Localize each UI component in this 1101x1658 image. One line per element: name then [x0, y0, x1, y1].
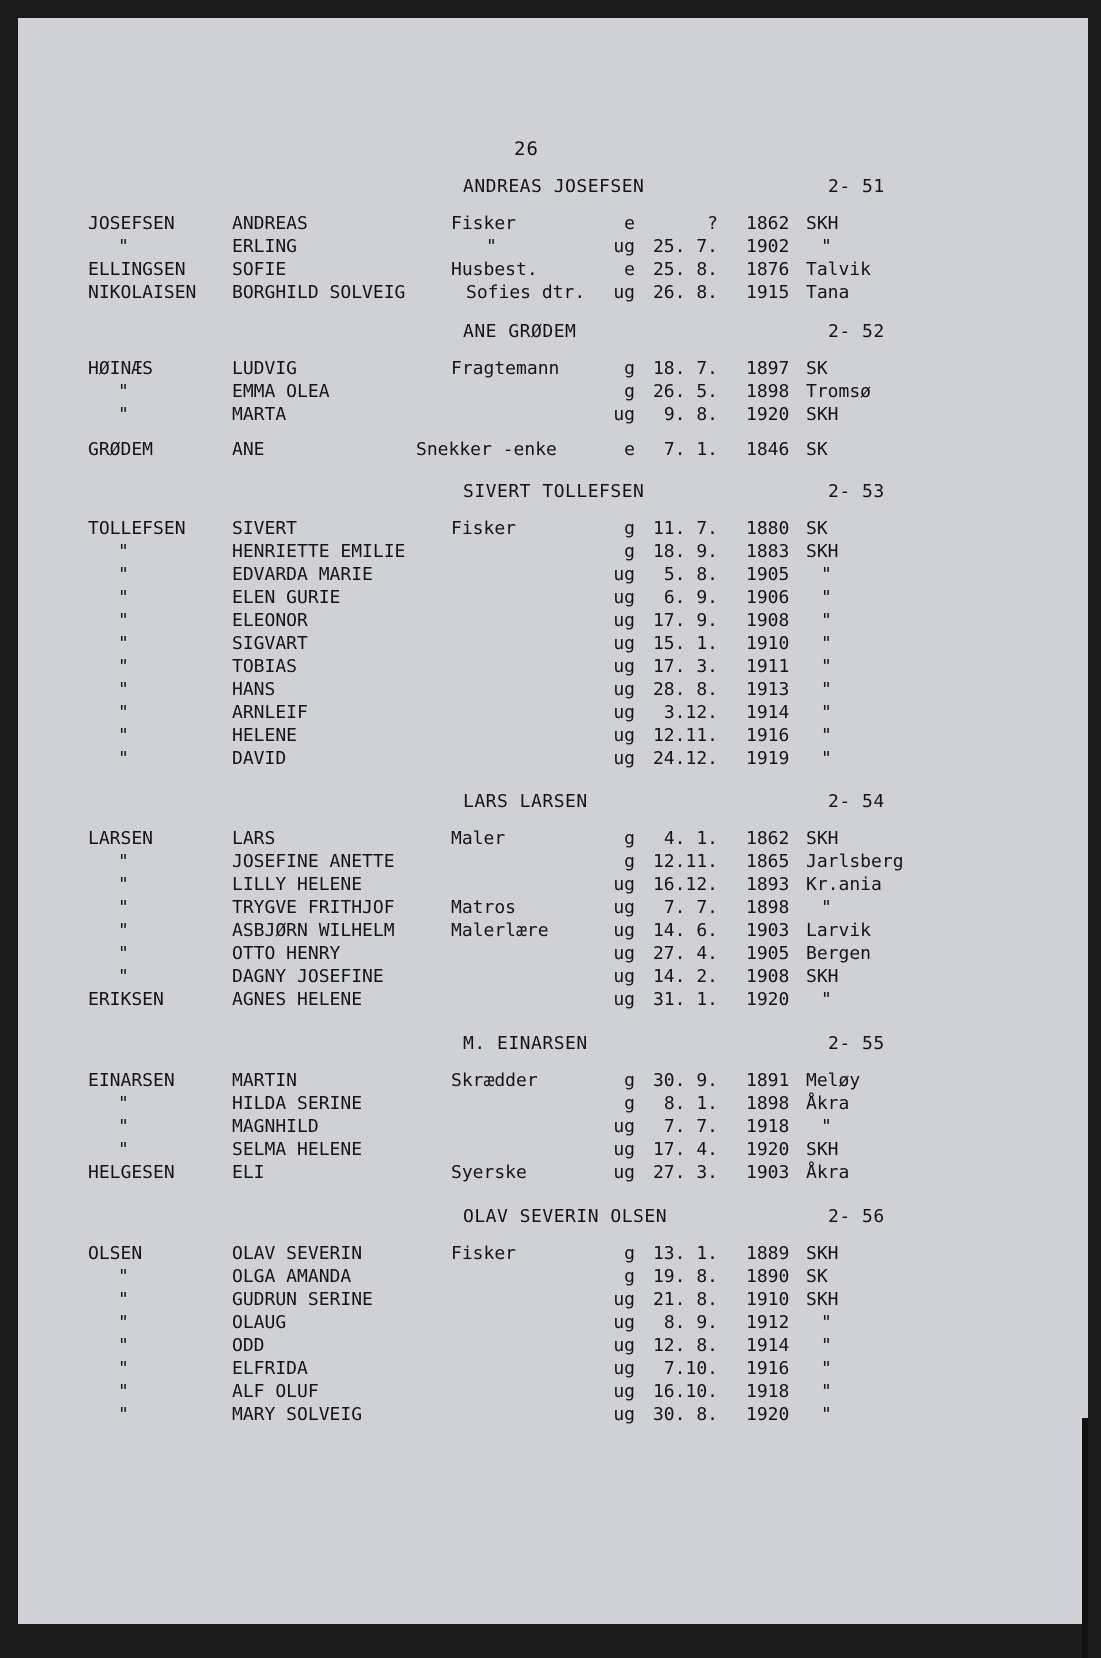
person-given-name: MARTIN: [232, 1070, 298, 1091]
household-title: ANDREAS JOSEFSEN: [463, 176, 645, 197]
marital-status: ug: [613, 404, 635, 425]
person-surname: ": [118, 1335, 129, 1356]
birth-place: Åkra: [806, 1093, 850, 1114]
birth-day-month: 18. 7.: [652, 358, 718, 379]
birth-place: SKH: [806, 1139, 839, 1160]
birth-day-month: 14. 2.: [652, 966, 718, 987]
marital-status: ug: [613, 702, 635, 723]
birth-day-month: 17. 3.: [652, 656, 718, 677]
birth-day-month: ?: [707, 213, 718, 234]
person-occupation: Matros: [451, 897, 517, 918]
marital-status: ug: [613, 610, 635, 631]
person-surname: OLSEN: [88, 1243, 143, 1264]
birth-place: ": [821, 1358, 832, 1379]
birth-place: ": [821, 897, 832, 918]
birth-year: 1918: [746, 1381, 790, 1402]
birth-place: SKH: [806, 1289, 839, 1310]
birth-place: ": [821, 679, 832, 700]
person-surname: ERIKSEN: [88, 989, 164, 1010]
marital-status: e: [624, 439, 635, 460]
birth-place: ": [821, 1312, 832, 1333]
person-given-name: EDVARDA MARIE: [232, 564, 373, 585]
birth-day-month: 7. 7.: [663, 897, 718, 918]
birth-place: Åkra: [806, 1162, 850, 1183]
birth-day-month: 31. 1.: [652, 989, 718, 1010]
birth-year: 1914: [746, 702, 790, 723]
birth-year: 1891: [746, 1070, 790, 1091]
birth-year: 1910: [746, 1289, 790, 1310]
person-surname: ": [118, 381, 129, 402]
person-surname: JOSEFSEN: [88, 213, 175, 234]
birth-place: Larvik: [806, 920, 872, 941]
person-surname: ": [118, 1358, 129, 1379]
birth-year: 1916: [746, 725, 790, 746]
birth-place: Talvik: [806, 259, 872, 280]
birth-day-month: 12.11.: [652, 851, 718, 872]
birth-day-month: 28. 8.: [652, 679, 718, 700]
birth-place: ": [821, 564, 832, 585]
person-given-name: ELEN GURIE: [232, 587, 341, 608]
birth-place: ": [821, 236, 832, 257]
birth-place: ": [821, 610, 832, 631]
person-surname: ": [118, 1404, 129, 1425]
marital-status: ug: [613, 1312, 635, 1333]
birth-year: 1915: [746, 282, 790, 303]
birth-day-month: 26. 5.: [652, 381, 718, 402]
birth-place: ": [821, 702, 832, 723]
person-given-name: HENRIETTE EMILIE: [232, 541, 406, 562]
person-surname: ": [118, 920, 129, 941]
birth-place: Tromsø: [806, 381, 872, 402]
person-occupation: Fragtemann: [451, 358, 560, 379]
birth-year: 1883: [746, 541, 790, 562]
marital-status: g: [624, 518, 635, 539]
person-surname: ": [118, 874, 129, 895]
birth-year: 1905: [746, 943, 790, 964]
birth-place: ": [821, 633, 832, 654]
document-page: [18, 18, 1088, 1624]
household-code: 2- 52: [828, 321, 885, 342]
household-code: 2- 56: [828, 1206, 885, 1227]
person-given-name: SELMA HELENE: [232, 1139, 363, 1160]
birth-day-month: 27. 4.: [652, 943, 718, 964]
person-surname: ": [118, 1312, 129, 1333]
household-title: OLAV SEVERIN OLSEN: [463, 1206, 668, 1227]
birth-year: 1905: [746, 564, 790, 585]
birth-year: 1920: [746, 1139, 790, 1160]
birth-place: ": [821, 587, 832, 608]
birth-place: SK: [806, 439, 828, 460]
birth-day-month: 21. 8.: [652, 1289, 718, 1310]
marital-status: ug: [613, 1139, 635, 1160]
person-given-name: ARNLEIF: [232, 702, 308, 723]
birth-day-month: 13. 1.: [652, 1243, 718, 1264]
birth-place: Kr.ania: [806, 874, 882, 895]
birth-day-month: 12.11.: [652, 725, 718, 746]
birth-day-month: 27. 3.: [652, 1162, 718, 1183]
marital-status: ug: [613, 966, 635, 987]
person-given-name: DAGNY JOSEFINE: [232, 966, 384, 987]
page-number: 26: [514, 138, 539, 160]
marital-status: g: [624, 851, 635, 872]
person-occupation: Snekker -enke: [416, 439, 557, 460]
marital-status: g: [624, 358, 635, 379]
birth-year: 1916: [746, 1358, 790, 1379]
household-title: ANE GRØDEM: [463, 321, 577, 342]
birth-year: 1914: [746, 1335, 790, 1356]
birth-year: 1902: [746, 236, 790, 257]
person-occupation: Sofies dtr.: [466, 282, 586, 303]
birth-year: 1893: [746, 874, 790, 895]
person-given-name: ODD: [232, 1335, 265, 1356]
birth-day-month: 7. 7.: [663, 1116, 718, 1137]
birth-day-month: 8. 1.: [663, 1093, 718, 1114]
birth-day-month: 30. 8.: [652, 1404, 718, 1425]
person-surname: ": [118, 851, 129, 872]
marital-status: ug: [613, 920, 635, 941]
person-surname: ": [118, 966, 129, 987]
birth-year: 1865: [746, 851, 790, 872]
person-surname: ": [118, 748, 129, 769]
birth-year: 1908: [746, 610, 790, 631]
birth-place: ": [821, 1404, 832, 1425]
birth-place: ": [821, 1381, 832, 1402]
marital-status: ug: [613, 587, 635, 608]
person-given-name: LARS: [232, 828, 276, 849]
birth-year: 1890: [746, 1266, 790, 1287]
birth-place: Jarlsberg: [806, 851, 904, 872]
person-surname: TOLLEFSEN: [88, 518, 186, 539]
birth-year: 1910: [746, 633, 790, 654]
marital-status: ug: [613, 897, 635, 918]
person-given-name: MAGNHILD: [232, 1116, 319, 1137]
birth-place: ": [821, 656, 832, 677]
birth-day-month: 24.12.: [652, 748, 718, 769]
person-given-name: GUDRUN SERINE: [232, 1289, 373, 1310]
birth-place: SK: [806, 518, 828, 539]
birth-place: Tana: [806, 282, 850, 303]
person-given-name: OLGA AMANDA: [232, 1266, 352, 1287]
birth-year: 1908: [746, 966, 790, 987]
birth-place: SKH: [806, 1243, 839, 1264]
marital-status: g: [624, 828, 635, 849]
birth-day-month: 16.12.: [652, 874, 718, 895]
birth-year: 1898: [746, 1093, 790, 1114]
birth-year: 1880: [746, 518, 790, 539]
marital-status: ug: [613, 725, 635, 746]
person-given-name: MARY SOLVEIG: [232, 1404, 363, 1425]
person-given-name: ERLING: [232, 236, 298, 257]
person-given-name: ELI: [232, 1162, 265, 1183]
person-surname: ": [118, 633, 129, 654]
marital-status: g: [624, 541, 635, 562]
household-title: SIVERT TOLLEFSEN: [463, 481, 645, 502]
birth-year: 1889: [746, 1243, 790, 1264]
birth-day-month: 19. 8.: [652, 1266, 718, 1287]
person-surname: ": [118, 943, 129, 964]
birth-place: SK: [806, 358, 828, 379]
person-surname: ": [118, 725, 129, 746]
person-given-name: EMMA OLEA: [232, 381, 330, 402]
birth-place: SKH: [806, 828, 839, 849]
birth-year: 1919: [746, 748, 790, 769]
birth-place: ": [821, 725, 832, 746]
birth-year: 1876: [746, 259, 790, 280]
birth-year: 1897: [746, 358, 790, 379]
marital-status: g: [624, 381, 635, 402]
person-given-name: SIVERT: [232, 518, 298, 539]
person-surname: ": [118, 404, 129, 425]
person-occupation: Fisker: [451, 518, 517, 539]
person-surname: ": [118, 1289, 129, 1310]
marital-status: ug: [613, 656, 635, 677]
person-given-name: ELEONOR: [232, 610, 308, 631]
birth-place: SK: [806, 1266, 828, 1287]
person-surname: ELLINGSEN: [88, 259, 186, 280]
birth-place: SKH: [806, 213, 839, 234]
birth-year: 1898: [746, 897, 790, 918]
person-given-name: BORGHILD SOLVEIG: [232, 282, 406, 303]
person-given-name: ALF OLUF: [232, 1381, 319, 1402]
person-surname: ": [118, 1116, 129, 1137]
person-given-name: OLAV SEVERIN: [232, 1243, 363, 1264]
person-occupation: Syerske: [451, 1162, 527, 1183]
birth-day-month: 3.12.: [663, 702, 718, 723]
marital-status: ug: [613, 1358, 635, 1379]
birth-year: 1903: [746, 1162, 790, 1183]
person-surname: ": [118, 610, 129, 631]
marital-status: g: [624, 1093, 635, 1114]
person-occupation: Fisker: [451, 213, 517, 234]
person-occupation: Maler: [451, 828, 506, 849]
birth-day-month: 12. 8.: [652, 1335, 718, 1356]
birth-year: 1862: [746, 828, 790, 849]
person-surname: ": [118, 541, 129, 562]
person-surname: HØINÆS: [88, 358, 154, 379]
birth-year: 1906: [746, 587, 790, 608]
person-given-name: ANE: [232, 439, 265, 460]
person-occupation: Skrædder: [451, 1070, 538, 1091]
marital-status: g: [624, 1243, 635, 1264]
person-surname: EINARSEN: [88, 1070, 175, 1091]
marital-status: ug: [613, 564, 635, 585]
marital-status: ug: [613, 633, 635, 654]
person-surname: ": [118, 702, 129, 723]
birth-place: ": [821, 748, 832, 769]
marital-status: ug: [613, 1381, 635, 1402]
birth-year: 1846: [746, 439, 790, 460]
person-given-name: HILDA SERINE: [232, 1093, 363, 1114]
person-given-name: AGNES HELENE: [232, 989, 363, 1010]
household-code: 2- 51: [828, 176, 885, 197]
birth-day-month: 25. 7.: [652, 236, 718, 257]
person-given-name: SIGVART: [232, 633, 308, 654]
birth-year: 1918: [746, 1116, 790, 1137]
marital-status: ug: [613, 679, 635, 700]
household-code: 2- 55: [828, 1033, 885, 1054]
birth-day-month: 9. 8.: [663, 404, 718, 425]
marital-status: ug: [613, 943, 635, 964]
person-occupation: ": [486, 236, 497, 257]
person-given-name: DAVID: [232, 748, 287, 769]
person-given-name: MARTA: [232, 404, 287, 425]
person-surname: ": [118, 564, 129, 585]
person-given-name: OTTO HENRY: [232, 943, 341, 964]
person-surname: ": [118, 1381, 129, 1402]
birth-year: 1903: [746, 920, 790, 941]
person-surname: ": [118, 1139, 129, 1160]
person-surname: GRØDEM: [88, 439, 154, 460]
marital-status: ug: [613, 1162, 635, 1183]
person-surname: ": [118, 236, 129, 257]
birth-place: ": [821, 1116, 832, 1137]
birth-day-month: 6. 9.: [663, 587, 718, 608]
person-given-name: ASBJØRN WILHELM: [232, 920, 395, 941]
marital-status: g: [624, 1070, 635, 1091]
birth-day-month: 26. 8.: [652, 282, 718, 303]
birth-year: 1920: [746, 404, 790, 425]
person-surname: ": [118, 656, 129, 677]
birth-day-month: 30. 9.: [652, 1070, 718, 1091]
marital-status: ug: [613, 989, 635, 1010]
person-given-name: JOSEFINE ANETTE: [232, 851, 395, 872]
scan-edge-mark: [1082, 1418, 1088, 1658]
person-occupation: Malerlære: [451, 920, 549, 941]
person-surname: ": [118, 1266, 129, 1287]
birth-place: Bergen: [806, 943, 872, 964]
birth-year: 1912: [746, 1312, 790, 1333]
person-surname: NIKOLAISEN: [88, 282, 197, 303]
birth-year: 1862: [746, 213, 790, 234]
birth-day-month: 14. 6.: [652, 920, 718, 941]
person-given-name: HANS: [232, 679, 276, 700]
birth-day-month: 17. 4.: [652, 1139, 718, 1160]
birth-day-month: 25. 8.: [652, 259, 718, 280]
birth-day-month: 11. 7.: [652, 518, 718, 539]
birth-day-month: 7.10.: [663, 1358, 718, 1379]
person-surname: ": [118, 897, 129, 918]
birth-place: SKH: [806, 966, 839, 987]
birth-year: 1911: [746, 656, 790, 677]
person-given-name: SOFIE: [232, 259, 287, 280]
birth-day-month: 17. 9.: [652, 610, 718, 631]
person-given-name: OLAUG: [232, 1312, 287, 1333]
person-given-name: TRYGVE FRITHJOF: [232, 897, 395, 918]
person-given-name: ELFRIDA: [232, 1358, 308, 1379]
birth-day-month: 7. 1.: [663, 439, 718, 460]
person-given-name: TOBIAS: [232, 656, 298, 677]
birth-day-month: 15. 1.: [652, 633, 718, 654]
marital-status: ug: [613, 1116, 635, 1137]
birth-place: SKH: [806, 404, 839, 425]
birth-day-month: 8. 9.: [663, 1312, 718, 1333]
marital-status: ug: [613, 874, 635, 895]
birth-day-month: 16.10.: [652, 1381, 718, 1402]
person-surname: LARSEN: [88, 828, 154, 849]
birth-year: 1913: [746, 679, 790, 700]
birth-day-month: 4. 1.: [663, 828, 718, 849]
birth-place: Meløy: [806, 1070, 861, 1091]
marital-status: ug: [613, 748, 635, 769]
household-title: M. EINARSEN: [463, 1033, 588, 1054]
birth-year: 1898: [746, 381, 790, 402]
person-occupation: Fisker: [451, 1243, 517, 1264]
birth-year: 1920: [746, 989, 790, 1010]
person-surname: ": [118, 1093, 129, 1114]
person-surname: ": [118, 587, 129, 608]
household-title: LARS LARSEN: [463, 791, 588, 812]
birth-place: ": [821, 1335, 832, 1356]
household-code: 2- 53: [828, 481, 885, 502]
person-surname: ": [118, 679, 129, 700]
person-given-name: ANDREAS: [232, 213, 308, 234]
person-given-name: LUDVIG: [232, 358, 298, 379]
household-code: 2- 54: [828, 791, 885, 812]
birth-place: ": [821, 989, 832, 1010]
person-surname: HELGESEN: [88, 1162, 175, 1183]
marital-status: ug: [613, 282, 635, 303]
birth-place: SKH: [806, 541, 839, 562]
marital-status: e: [624, 213, 635, 234]
marital-status: ug: [613, 1289, 635, 1310]
marital-status: ug: [613, 1335, 635, 1356]
person-given-name: HELENE: [232, 725, 298, 746]
person-occupation: Husbest.: [451, 259, 538, 280]
marital-status: g: [624, 1266, 635, 1287]
birth-year: 1920: [746, 1404, 790, 1425]
birth-day-month: 5. 8.: [663, 564, 718, 585]
birth-day-month: 18. 9.: [652, 541, 718, 562]
person-given-name: LILLY HELENE: [232, 874, 363, 895]
marital-status: ug: [613, 1404, 635, 1425]
marital-status: e: [624, 259, 635, 280]
marital-status: ug: [613, 236, 635, 257]
